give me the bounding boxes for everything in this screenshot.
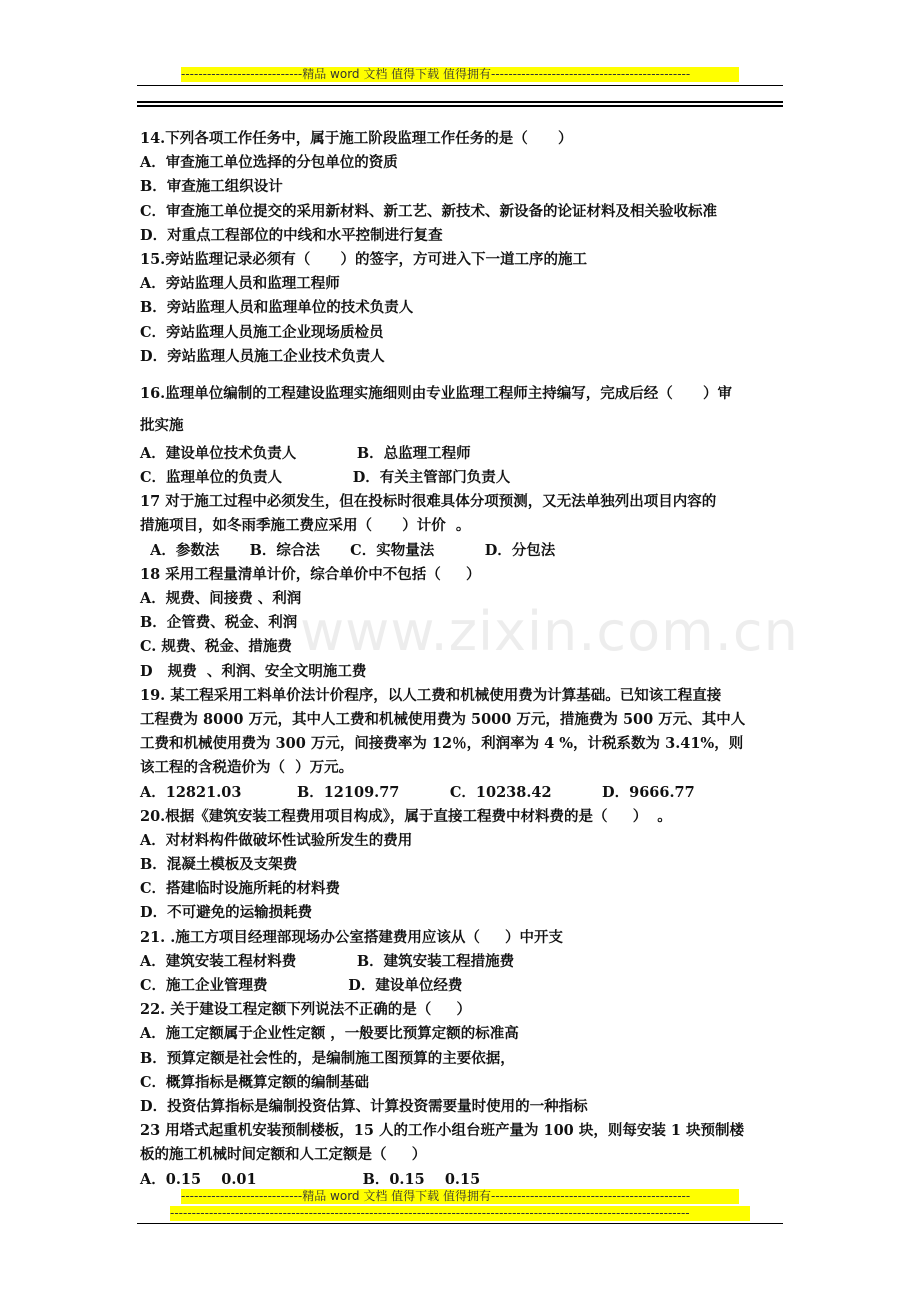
question-22-option-b: B．预算定额是社会性的，是编制施工图预算的主要依据， <box>140 1049 515 1067</box>
question-17-stem-cont: 措施项目，如冬雨季施工费应采用（ ）计价 。 <box>140 517 471 535</box>
question-18-option-a: A．规费、间接费 、利润 <box>140 590 302 607</box>
header-rule-double-top <box>137 101 783 103</box>
question-15-option-d: D．旁站监理人员施工企业技术负责人 <box>140 347 385 365</box>
question-19-options: A．12821.03 B．12109.77 C．10238.42 D．9666.77 <box>140 783 695 801</box>
question-20-option-c: C．搭建临时设施所耗的材料费 <box>140 880 341 898</box>
question-19-stem-cont-2: 工费和机械使用费为 300 万元，间接费率为 12％，利润率为 4 %，计税系数为 3.41%，则 <box>140 735 744 753</box>
question-22-option-c: C．概算指标是概算定额的编制基础 <box>140 1073 370 1091</box>
question-14-stem: 14.下列各项工作任务中，属于施工阶段监理工作任务的是（ ） <box>140 130 573 147</box>
question-18-option-c: C. 规费、税金、措施费 <box>140 638 292 656</box>
question-16-options-cd: C．监理单位的负责人 D．有关主管部门负责人 <box>140 469 511 487</box>
question-15-option-b: B．旁站监理人员和监理单位的技术负责人 <box>140 299 414 317</box>
question-18-stem: 18 采用工程量清单计价，综合单价中不包括（ ） <box>140 565 481 583</box>
question-15-option-a: A．旁站监理人员和监理工程师 <box>140 275 340 293</box>
question-20-stem: 20.根据《建筑安装工程费用项目构成》，属于直接工程费中材料费的是（ ） 。 <box>140 807 672 825</box>
question-17-stem: 17 对于施工过程中必须发生，但在投标时很难具体分项预测，又无法单独列出项目内容的 <box>140 493 717 511</box>
question-17-options: A．参数法 B．综合法 C．实物量法 D．分包法 <box>140 541 556 559</box>
question-23-options: A．0.15 0.01 B．0.15 0.15 <box>140 1170 481 1188</box>
spacer <box>140 369 790 378</box>
question-20-option-a: A．对材料构件做破坏性试验所发生的费用 <box>140 831 413 849</box>
question-14-option-b: B．审查施工组织设计 <box>140 178 283 196</box>
question-14-option-c: C．审查施工单位提交的采用新材料、新工艺、新技术、新设备的论证材料及相关验收标准 <box>140 202 718 220</box>
question-20-option-b: B．混凝土模板及支架费 <box>140 856 298 874</box>
question-15-option-c: C．旁站监理人员施工企业现场质检员 <box>140 323 384 341</box>
question-14-option-d: D．对重点工程部位的中线和水平控制进行复查 <box>140 226 443 244</box>
question-21-options-cd: C．施工企业管理费 D．建设单位经费 <box>140 977 463 994</box>
watermark: www.zixin.com.cn <box>300 600 799 663</box>
footer-banner-1: ----------------------------精品 word 文档 值得下载 值得拥有---------------------------------------------- <box>181 1189 739 1204</box>
question-15-stem: 15.旁站监理记录必须有（ ）的签字，方可进入下一道工序的施工 <box>140 250 588 268</box>
question-16-options-ab: A．建设单位技术负责人 B．总监理工程师 <box>140 444 471 462</box>
question-19-stem-cont-3: 该工程的含税造价为（ ）万元。 <box>140 759 354 777</box>
footer-rule <box>137 1223 783 1224</box>
question-19-stem: 19. 某工程采用工料单价法计价程序，以人工费和机械使用费为计算基础。已知该工程直接 <box>140 686 722 704</box>
question-21-stem: 21. .施工方项目经理部现场办公室搭建费用应该从（ ）中开支 <box>140 928 564 946</box>
question-18-option-b: B．企管费、税金、利润 <box>140 614 298 632</box>
footer-banner-2: ------------------------------------------------------------------------------------------------------------------------ <box>170 1206 750 1221</box>
question-16-stem: 16.监理单位编制的工程建设监理实施细则由专业监理工程师主持编写，完成后经（ ）审 <box>140 384 733 402</box>
question-22-stem: 22. 关于建设工程定额下列说法不正确的是（ ） <box>140 1001 472 1019</box>
question-22-option-a: A．施工定额属于企业性定额 ，一般要比预算定额的标准高 <box>140 1025 519 1043</box>
question-20-option-d: D．不可避免的运输损耗费 <box>140 904 313 922</box>
question-19-stem-cont-1: 工程费为 8000 万元，其中人工费和机械使用费为 5000 万元，措施费为 500 万元、其中人 <box>140 710 746 728</box>
header-rule-double-bottom <box>137 105 783 107</box>
header-banner: ----------------------------精品 word 文档 值得下载 值得拥有---------------------------------------------- <box>181 67 739 82</box>
document-body <box>140 127 790 1192</box>
question-18-option-d: D 规费 、利润、安全文明施工费 <box>140 662 367 680</box>
question-22-option-d: D．投资估算指标是编制投资估算、计算投资需要量时使用的一种指标 <box>140 1097 588 1115</box>
question-23-stem-cont: 板的施工机械时间定额和人工定额是（ ） <box>140 1146 427 1164</box>
header-rule-thin <box>137 85 783 86</box>
question-23-stem: 23 用塔式起重机安装预制楼板，15 人的工作小组台班产量为 100 块，则每安装 1 块预制楼 <box>140 1122 744 1140</box>
question-16-stem-cont: 批实施 <box>140 416 184 434</box>
question-21-options-ab: A．建筑安装工程材料费 B．建筑安装工程措施费 <box>140 952 515 970</box>
question-14-option-a: A．审查施工单位选择的分包单位的资质 <box>140 154 398 172</box>
